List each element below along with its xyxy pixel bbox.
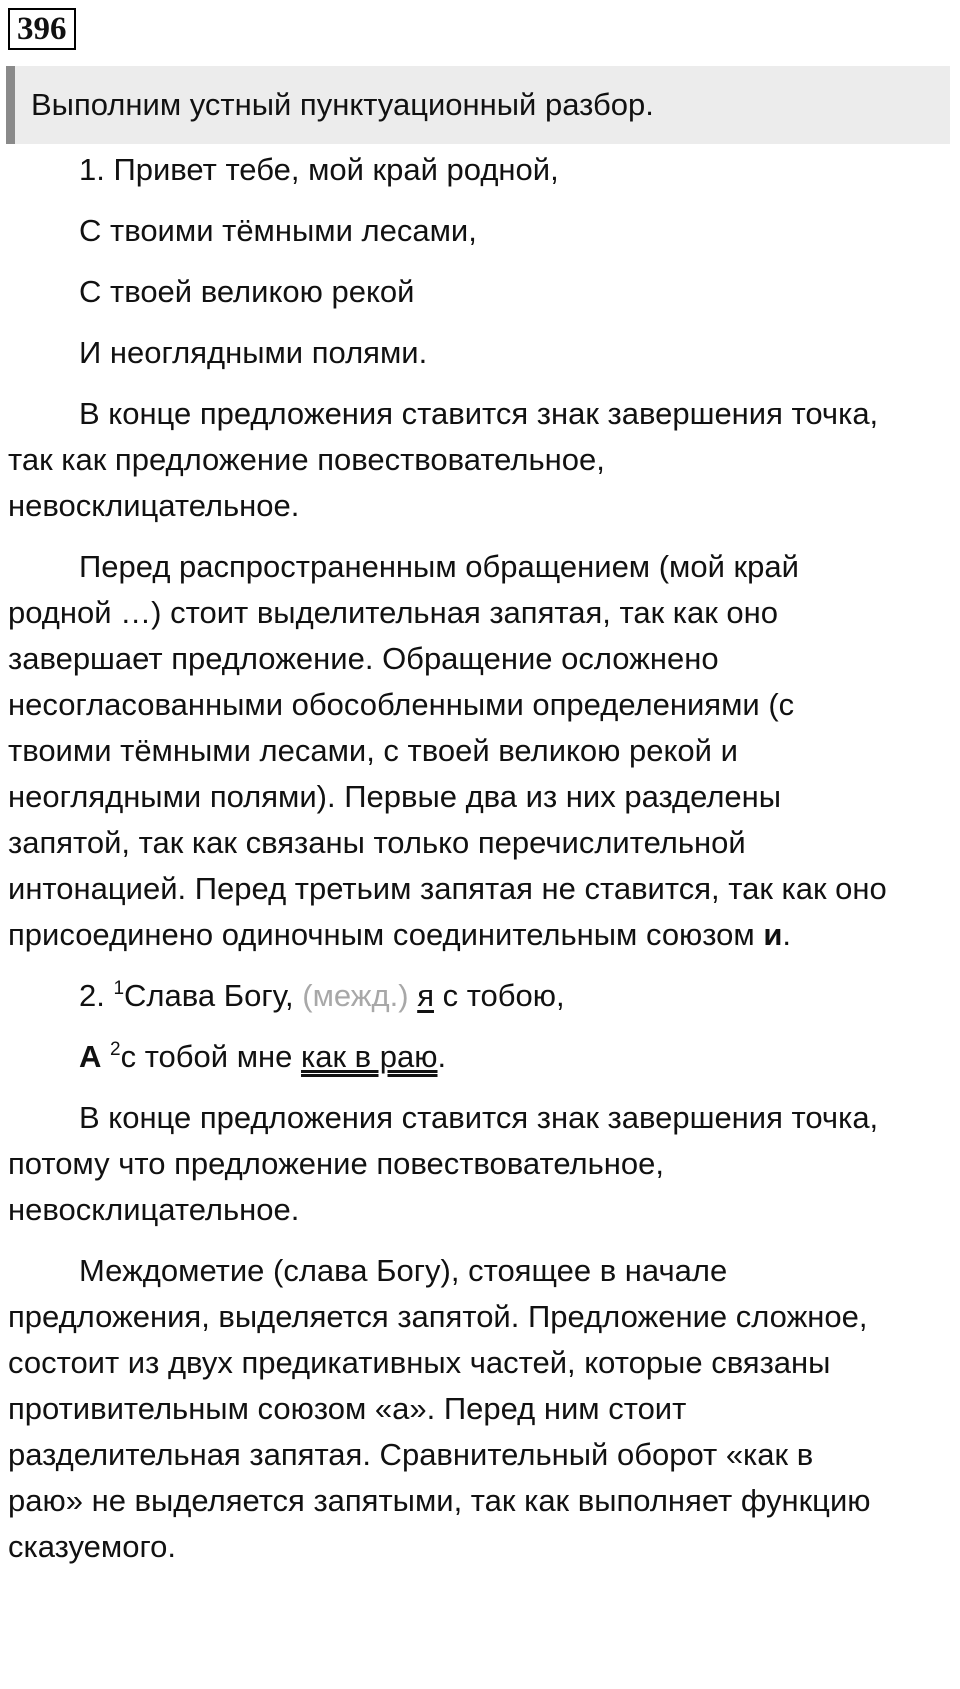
text-line: так как предложение повествовательное, xyxy=(8,442,605,477)
text-line: невосклицательное. xyxy=(8,1192,300,1227)
text-fragment: присоединено одиночным соединительным союзом xyxy=(8,917,764,952)
text-fragment: Слава Богу, xyxy=(124,978,303,1013)
text-line: противительным союзом «а». Перед ним стоит xyxy=(8,1391,687,1426)
text-line: невосклицательное. xyxy=(8,488,300,523)
space xyxy=(101,1039,110,1074)
poem-line xyxy=(79,976,565,1016)
exercise-number: 396 xyxy=(8,8,76,50)
interjection-note: (межд.) xyxy=(302,978,409,1013)
predicate-phrase: как в раю xyxy=(301,1039,438,1074)
text-line: В конце предложения ставится знак завершения точка, xyxy=(79,1100,879,1135)
text-line: завершает предложение. Обращение осложнено xyxy=(8,641,719,676)
text-line: Перед распространенным обращением (мой край xyxy=(79,549,799,584)
text-line: сказуемого. xyxy=(8,1529,176,1564)
text-line: Междометие (слава Богу), стоящее в начале xyxy=(79,1253,728,1288)
text-line: состоит из двух предикативных частей, которые связаны xyxy=(8,1345,831,1380)
text-line: разделительная запятая. Сравнительный оборот «как в xyxy=(8,1437,814,1472)
text-line: интонацией. Перед третьим запятая не ставится, так как оно xyxy=(8,871,887,906)
space xyxy=(409,978,418,1013)
header-title: Выполним устный пунктуационный разбор. xyxy=(31,87,654,122)
subject-word: я xyxy=(417,978,434,1013)
poem-line xyxy=(79,1037,446,1077)
text-line: В конце предложения ставится знак завершения точка, xyxy=(79,396,879,431)
text-fragment: . xyxy=(782,917,792,952)
text-line xyxy=(8,915,791,955)
text-fragment: с тобой мне xyxy=(120,1039,302,1074)
text-fragment: с тобою, xyxy=(433,978,565,1013)
text-line: твоими тёмными лесами, с твоей великою рекой и xyxy=(8,733,738,768)
poem-line: 1. Привет тебе, мой край родной, xyxy=(79,152,559,187)
section-header xyxy=(6,66,950,144)
line-number: 2. xyxy=(79,978,114,1013)
text-line: родной …) стоит выделительная запятая, так как оно xyxy=(8,595,779,630)
part-marker: 2 xyxy=(110,1039,121,1060)
text-line: запятой, так как связаны только перечислительной xyxy=(8,825,746,860)
part-marker: 1 xyxy=(113,978,125,999)
conjunction-i: и xyxy=(763,917,783,952)
poem-line: С твоей великою рекой xyxy=(79,274,415,309)
poem-line: С твоими тёмными лесами, xyxy=(79,213,477,248)
conjunction-a: А xyxy=(79,1039,102,1074)
text-fragment: . xyxy=(437,1039,447,1074)
text-line: неоглядными полями). Первые два из них разделены xyxy=(8,779,782,814)
poem-line: И неоглядными полями. xyxy=(79,335,428,370)
text-line: потому что предложение повествовательное, xyxy=(8,1146,664,1181)
text-line: предложения, выделяется запятой. Предложение сложное, xyxy=(8,1299,868,1334)
text-line: несогласованными обособленными определениями (с xyxy=(8,687,795,722)
text-line: раю» не выделяется запятыми, так как выполняет функцию xyxy=(8,1483,871,1518)
